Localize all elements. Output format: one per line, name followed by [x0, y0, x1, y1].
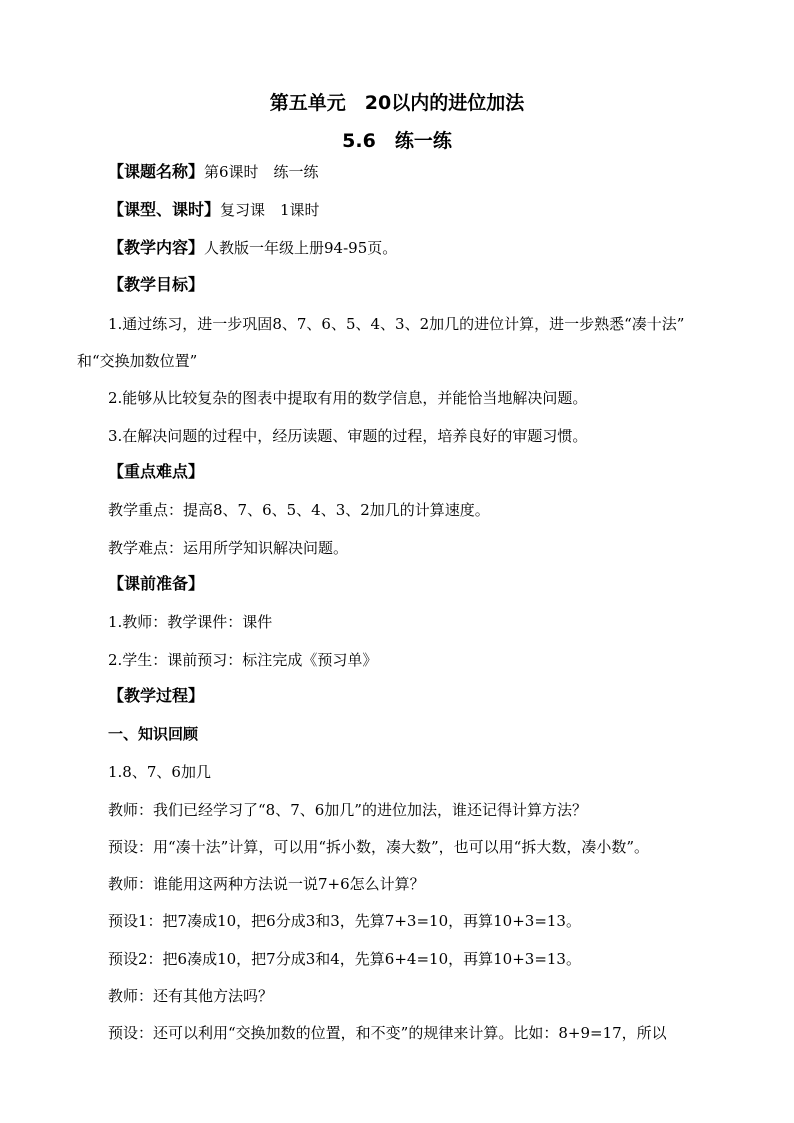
objective-3: 3.在解决问题的过程中，经历读题、审题的过程，培养良好的审题习惯。	[108, 427, 588, 445]
info-value: 人教版一年级上册94-95页。	[204, 239, 398, 257]
dialogue-line: 预设2：把6凑成10，把7分成3和4，先算6+4=10，再算10+3=13。	[108, 950, 581, 968]
dialogue-line: 预设：还可以利用“交换加数的位置，和不变”的规律来计算。比如：8+9=17，所以	[108, 1024, 667, 1042]
dialogue-line: 预设1：把7凑成10，把6分成3和3，先算7+3=10，再算10+3=13。	[108, 912, 581, 930]
section-heading: 一、知识回顾	[108, 725, 199, 743]
preparation-student: 2.学生：课前预习：标注完成《预习单》	[108, 651, 378, 669]
objective-1-line-1: 1.通过练习，进一步巩固8、7、6、5、4、3、2加几的进位计算，进一步熟悉“凑十法”	[108, 315, 685, 333]
teaching-difficulty: 教学难点：运用所学知识解决问题。	[108, 539, 349, 557]
dialogue-line: 教师：我们已经学习了“8、7、6加几”的进位加法，谁还记得计算方法？	[108, 801, 587, 819]
info-row-content	[108, 239, 397, 257]
unit-title: 第五单元 20以内的进位加法	[269, 92, 525, 114]
dialogue-line: 教师：还有其他方法吗？	[108, 987, 274, 1005]
dialogue-line: 教师：谁能用这两种方法说一说7+6怎么计算？	[108, 875, 425, 893]
info-value: 第6课时 练一练	[204, 163, 319, 181]
key-points-heading: 【重点难点】	[108, 462, 205, 481]
lesson-title: 5.6 练一练	[342, 130, 452, 152]
dialogue-line: 预设：用“凑十法”计算，可以用“拆小数，凑大数”，也可以用“拆大数，凑小数”。	[108, 838, 650, 856]
process-heading: 【教学过程】	[108, 686, 205, 705]
info-value: 复习课 1课时	[220, 201, 320, 219]
objectives-heading: 【教学目标】	[108, 275, 205, 294]
preparation-heading: 【课前准备】	[108, 574, 205, 593]
objective-1-line-2: 和“交换加数位置”	[77, 352, 198, 370]
teaching-focus: 教学重点：提高8、7、6、5、4、3、2加几的计算速度。	[108, 501, 490, 519]
preparation-teacher: 1.教师：教学课件：课件	[108, 613, 273, 631]
info-row-type	[108, 201, 320, 219]
objective-2: 2.能够从比较复杂的图表中提取有用的数学信息，并能恰当地解决问题。	[108, 389, 588, 407]
info-label: 【课型、课时】	[108, 200, 221, 219]
info-label: 【课题名称】	[108, 162, 205, 181]
info-row-topic	[108, 163, 319, 181]
subsection-heading: 1.8、7、6加几	[108, 763, 211, 781]
info-label: 【教学内容】	[108, 238, 205, 257]
